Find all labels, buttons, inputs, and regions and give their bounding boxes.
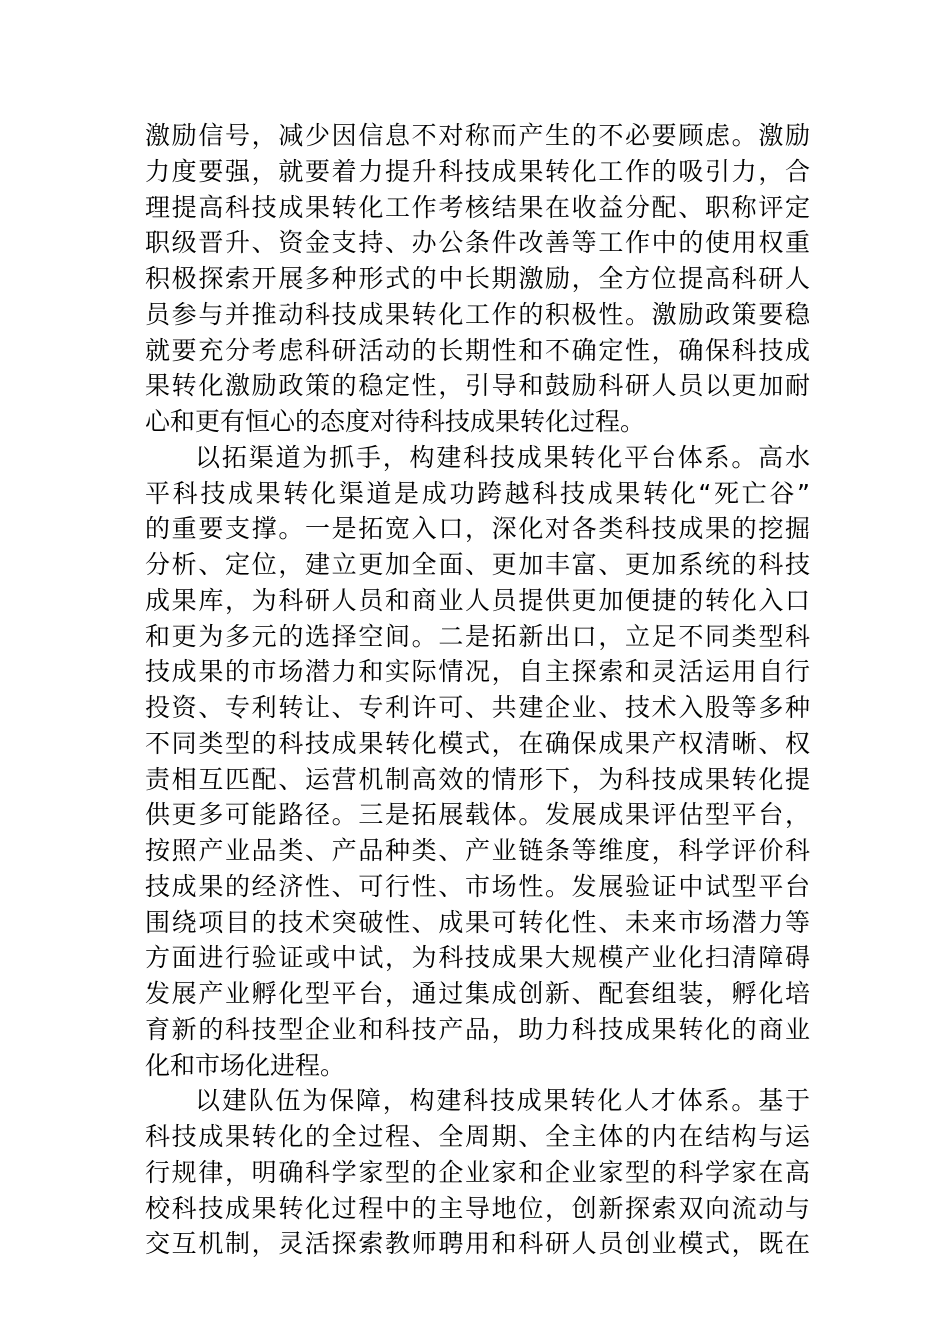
text-line: 职级晋升、资金支持、办公条件改善等工作中的使用权重 — [145, 228, 810, 258]
text-line: 的重要支撑。一是拓宽入口，深化对各类科技成果的挖掘 — [145, 514, 810, 544]
text-line: 按照产业品类、产品种类、产业链条等维度，科学评价科 — [145, 836, 810, 865]
text-line: 不同类型的科技成果转化模式，在确保成果产权清晰、权 — [145, 728, 810, 758]
text-line: 行规律，明确科学家型的企业家和企业家型的科学家在高 — [145, 1157, 810, 1187]
text-line: 员参与并推动科技成果转化工作的积极性。激励政策要稳 — [145, 299, 810, 329]
paragraph-incentive — [145, 118, 810, 440]
text-line: 育新的科技型企业和科技产品，助力科技成果转化的商业 — [145, 1014, 810, 1044]
text-line: 校科技成果转化过程中的主导地位，创新探索双向流动与 — [145, 1193, 810, 1223]
text-line: 理提高科技成果转化工作考核结果在收益分配、职称评定 — [145, 192, 810, 222]
text-line: 就要充分考虑科研活动的长期性和不确定性，确保科技成 — [145, 335, 810, 365]
text-line: 发展产业孵化型平台，通过集成创新、配套组装，孵化培 — [145, 979, 810, 1008]
text-line: 以拓渠道为抓手，构建科技成果转化平台体系。高水 — [195, 442, 810, 472]
text-line: 化和市场化进程。 — [145, 1050, 346, 1080]
paragraph-platform-system — [145, 440, 810, 1084]
text-line: 果转化激励政策的稳定性，引导和鼓励科研人员以更加耐 — [145, 371, 810, 401]
text-line: 和更为多元的选择空间。二是拓新出口，立足不同类型科 — [145, 621, 810, 651]
text-line: 责相互匹配、运营机制高效的情形下，为科技成果转化提 — [145, 764, 810, 794]
text-line: 成果库，为科研人员和商业人员提供更加便捷的转化入口 — [145, 585, 810, 615]
text-line: 平科技成果转化渠道是成功跨越科技成果转化“死亡谷” — [145, 478, 810, 508]
text-line: 积极探索开展多种形式的中长期激励，全方位提高科研人 — [145, 264, 810, 293]
text-line: 心和更有恒心的态度对待科技成果转化过程。 — [145, 407, 646, 436]
text-line: 分析、定位，建立更加全面、更加丰富、更加系统的科技 — [145, 550, 810, 579]
text-line: 交互机制，灵活探索教师聘用和科研人员创业模式，既在 — [145, 1229, 810, 1259]
text-line: 以建队伍为保障，构建科技成果转化人才体系。基于 — [195, 1086, 810, 1116]
text-line: 科技成果转化的全过程、全周期、全主体的内在结构与运 — [145, 1122, 810, 1151]
text-line: 激励信号，减少因信息不对称而产生的不必要顾虑。激励 — [145, 121, 810, 150]
text-line: 技成果的经济性、可行性、市场性。发展验证中试型平台 — [145, 871, 810, 901]
paragraph-talent-system — [145, 1083, 810, 1262]
body-text — [145, 118, 810, 1262]
text-line: 方面进行验证或中试，为科技成果大规模产业化扫清障碍 — [145, 943, 810, 973]
text-line: 围绕项目的技术突破性、成果可转化性、未来市场潜力等 — [145, 907, 810, 937]
text-line: 供更多可能路径。三是拓展载体。发展成果评估型平台， — [145, 800, 810, 830]
text-line: 投资、专利转让、专利许可、共建企业、技术入股等多种 — [145, 693, 810, 722]
text-line: 技成果的市场潜力和实际情况，自主探索和灵活运用自行 — [145, 657, 810, 687]
text-line: 力度要强，就要着力提升科技成果转化工作的吸引力，合 — [145, 156, 810, 186]
